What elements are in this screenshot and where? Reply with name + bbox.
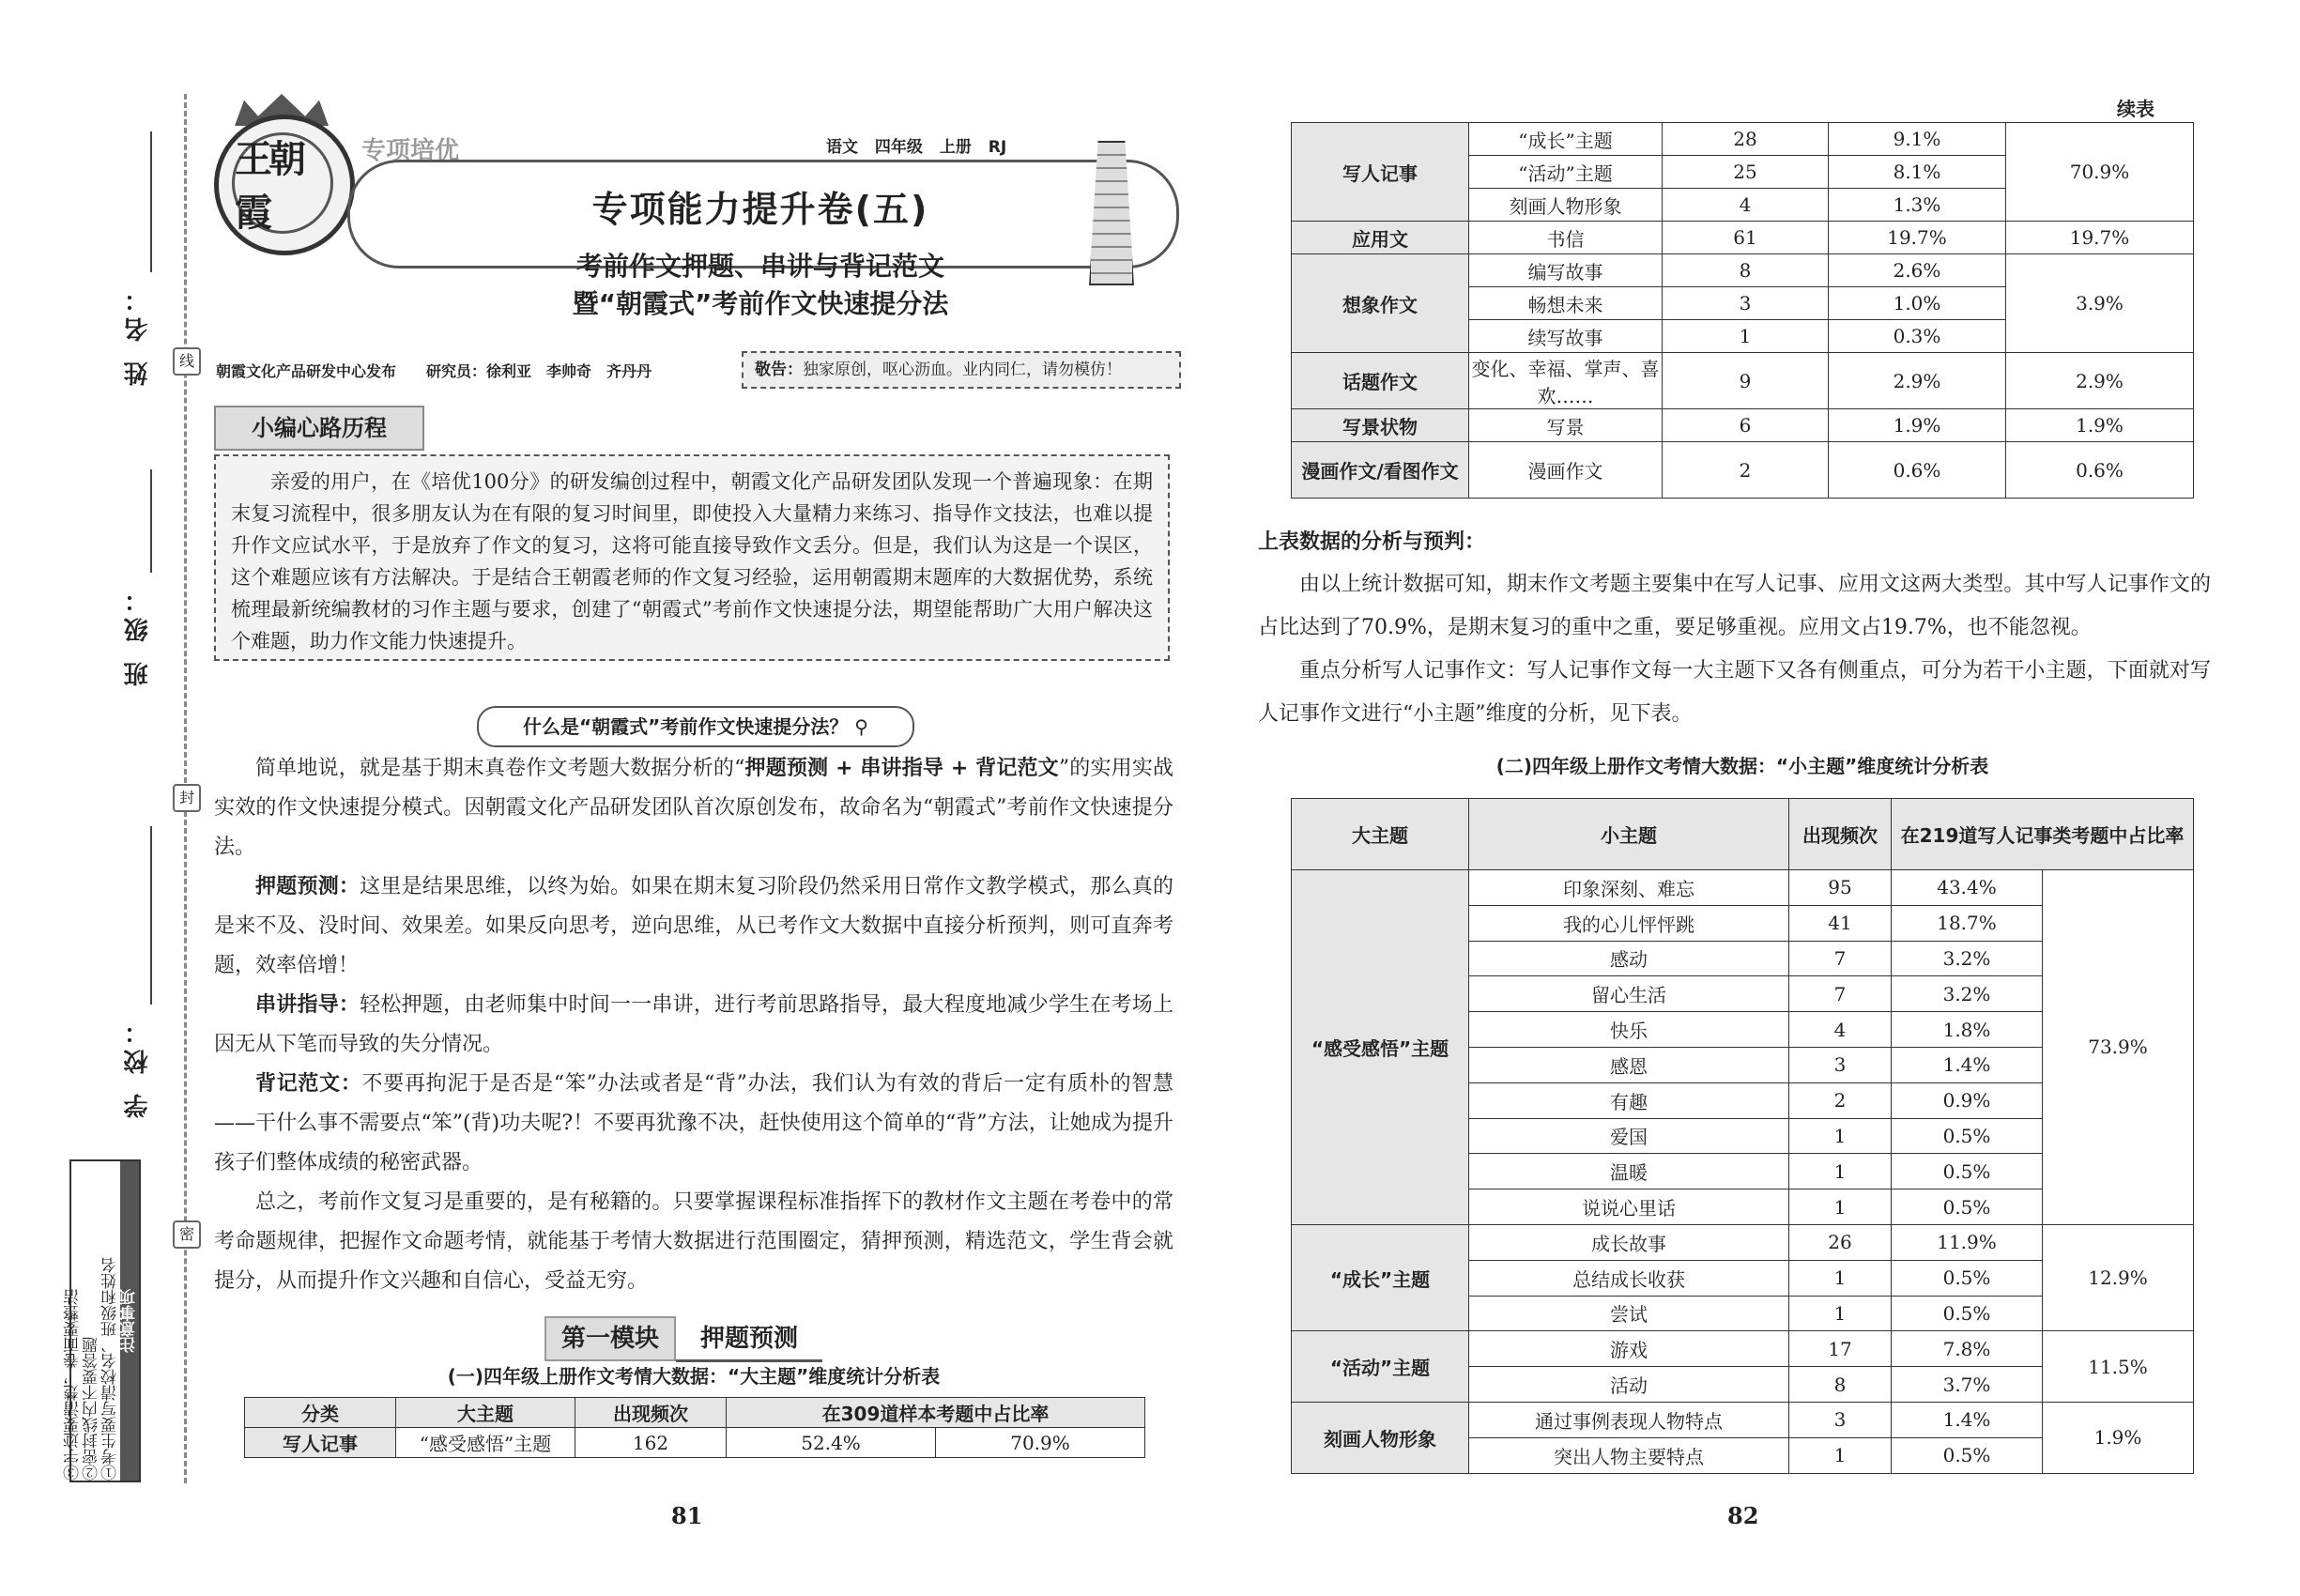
th: 在219道写人记事类考题中占比率 [1892, 799, 2194, 870]
cell: 7.8% [1892, 1331, 2043, 1367]
cell: 6 [1663, 409, 1829, 442]
cell: 变化、幸福、掌声、喜欢…… [1469, 353, 1663, 409]
cell: 1.9% [1829, 409, 2006, 442]
cell: 0.6% [2006, 442, 2194, 499]
p1-b: 押题预测 + 串讲指导 + 背记范文 [744, 757, 1059, 780]
th: 大主题 [396, 1398, 575, 1428]
cell: 41 [1789, 905, 1892, 941]
cell: 1.3% [1829, 189, 2006, 222]
cell: 2 [1663, 442, 1829, 499]
editor-tag: 小编心路历程 [214, 406, 424, 451]
cell: 4 [1789, 1012, 1892, 1048]
cell: 1.8% [1892, 1012, 2043, 1048]
cell: 写人记事 [1292, 123, 1469, 222]
cell: 12.9% [2043, 1224, 2194, 1330]
cell: 18.7% [1892, 905, 2043, 941]
analysis-p1: 由以上统计数据可知，期末作文考题主要集中在写人记事、应用文这两大类型。其中写人记事作文的占比达到了70.9%，是期末复习的重中之重，要足够重视。应用文占19.7%，也不能忽视。 [1258, 573, 2211, 639]
cell: 感恩 [1469, 1047, 1789, 1082]
body-p5: 总之，考前作文复习是重要的，是有秘籍的。只要掌握课程标准指挥下的教材作文主题在考卷中的常考命题规律，把握作文命题考情，就能基于考情大数据进行范围圈定，猜押预测，精选范文，学生背会就提分，从而提升作文兴趣和自信心，受益无穷。 [214, 1190, 1173, 1293]
body-p4 [214, 1065, 1173, 1183]
seal-char-secret: 密 [173, 1220, 201, 1249]
cell: 突出人物主要特点 [1469, 1437, 1789, 1473]
cell: 3.9% [2006, 254, 2194, 353]
grade-meta: 语文 四年级 上册 RJ [826, 138, 1007, 157]
cell: “感受感悟”主题 [1292, 870, 1469, 1225]
cell: 70.9% [936, 1428, 1145, 1458]
cell: 25 [1663, 156, 1829, 189]
cell: 0.5% [1892, 1260, 2043, 1296]
cell: 2.6% [1829, 254, 2006, 287]
cell: 应用文 [1292, 222, 1469, 254]
search-icon: ⚲ [854, 715, 868, 738]
cell: 2 [1789, 1082, 1892, 1118]
page-title: 专项能力提升卷(五) [591, 189, 929, 230]
body-p1 [214, 749, 1173, 867]
cell: 1.0% [1829, 287, 2006, 320]
cell: 感动 [1469, 941, 1789, 976]
cell: 1 [1789, 1189, 1892, 1225]
cell: 95 [1789, 870, 1892, 906]
p3-label: 串讲指导： [255, 993, 360, 1017]
cell: 刻画人物形象 [1292, 1402, 1469, 1473]
cell: 3.2% [1892, 941, 2043, 976]
table2-caption: (二)四年级上册作文考情大数据：“小主题”维度统计分析表 [1495, 755, 1989, 777]
cell: 11.9% [1892, 1224, 2043, 1260]
cell: 刻画人物形象 [1469, 189, 1663, 222]
cell: 成长故事 [1469, 1224, 1789, 1260]
seal-char-seal: 封 [173, 784, 201, 812]
cell: 1.9% [2006, 409, 2194, 442]
p3-text: 轻松押题，由老师集中时间一一串讲，进行考前思路指导，最大程度地减少学生在考场上因无从下笔而导致的失分情况。 [214, 993, 1173, 1056]
cell: 1.4% [1892, 1402, 2043, 1437]
cell: 温暖 [1469, 1154, 1789, 1189]
cell: “成长”主题 [1292, 1224, 1469, 1330]
module-heading [544, 1316, 822, 1358]
class-label: 班 级： [124, 582, 152, 687]
analysis-text [1258, 563, 2211, 736]
th: 出现频次 [1789, 799, 1892, 870]
question-text: 什么是“朝霞式”考前作文快速提分法？ [523, 715, 849, 738]
th: 分类 [245, 1398, 396, 1428]
cell: 0.5% [1892, 1118, 2043, 1154]
cell: 0.5% [1892, 1189, 2043, 1225]
cell: 写景状物 [1292, 409, 1469, 442]
brand-logo [214, 115, 355, 255]
table1-caption: (一)四年级上册作文考情大数据：“大主题”维度统计分析表 [447, 1365, 941, 1388]
cell: 7 [1789, 941, 1892, 976]
seal-char-line: 线 [173, 347, 201, 376]
notes-head: 注意事项 [120, 1161, 139, 1481]
analysis-p2: 重点分析写人记事作文：写人记事作文每一大主题下又各有侧重点，可分为若干小主题，下面就对写人记事作文进行“小主题”维度的分析，见下表。 [1258, 659, 2211, 726]
cell: 0.5% [1892, 1437, 2043, 1473]
cell: 0.9% [1892, 1082, 2043, 1118]
cell: 70.9% [2006, 123, 2194, 222]
p4-label: 背记范文： [255, 1072, 362, 1096]
cell: 8.1% [1829, 156, 2006, 189]
cell: 19.7% [1829, 222, 2006, 254]
cell: 3 [1663, 287, 1829, 320]
th: 大主题 [1292, 799, 1469, 870]
editor-intro: 亲爱的用户，在《培优100分》的研发编创过程中，朝霞文化产品研发团队发现一个普遍现象：在期末复习流程中，很多朋友认为在有限的复习时间里，即使投入大量精力来练习、指导作文技法，也难以提升作文应试水平，于是放弃了作文的复习，这将可能直接导致作文丢分。但是，我们认为这是一个误区，这个难题应该有方法解决。于是结合王朝霞老师的作文复习经验，运用朝霞期末题库的大数据优势，系统梳理最新统编教材的习作主题与要求，创建了“朝霞式”考前作文快速提分法，期望能帮助广大用户解决这个难题，助力作文能力快速提升。 [214, 454, 1170, 661]
cell: 写人记事 [245, 1428, 396, 1458]
cell: 通过事例表现人物特点 [1469, 1402, 1789, 1437]
name-line[interactable] [150, 131, 152, 272]
module-number: 第一模块 [544, 1316, 676, 1361]
note-item: ③字迹要清楚，卷面要整洁 [64, 1289, 83, 1481]
cell: 0.6% [1829, 442, 2006, 499]
cell: 52.4% [727, 1428, 936, 1458]
cell: 1 [1789, 1118, 1892, 1154]
cell: 1.4% [1892, 1047, 2043, 1082]
question-heading [477, 706, 914, 747]
module-title: 押题预测 [676, 1318, 822, 1362]
table1-continued [1291, 122, 2194, 499]
analysis-title: 上表数据的分析与预判： [1258, 530, 1486, 554]
warning-label: 敬告： [755, 361, 803, 379]
p1-a: 简单地说，就是基于期末真卷作文考题大数据分析的“ [255, 757, 745, 780]
p1-c: ”的实用实战实效的作文快速提分模式。因朝霞文化产品研发团队首次原创发布，故命名为“朝霞式”考前作文快速提分法。 [214, 757, 1174, 859]
cell: “活动”主题 [1292, 1331, 1469, 1403]
note-item: ①考生要写清校名、班级和姓名 [101, 1257, 120, 1481]
cell: 2.9% [1829, 353, 2006, 409]
note-item: ②密封线内不要答题 [83, 1337, 101, 1481]
cell: 印象深刻、难忘 [1469, 870, 1789, 906]
cell: 写景 [1469, 409, 1663, 442]
cell: 73.9% [2043, 870, 2194, 1225]
cell: 畅想未来 [1469, 287, 1663, 320]
th: 出现频次 [575, 1398, 727, 1428]
cell: 编写故事 [1469, 254, 1663, 287]
cell: 8 [1663, 254, 1829, 287]
cell: 漫画作文 [1469, 442, 1663, 499]
page-number-left: 81 [671, 1502, 703, 1529]
credits: 朝霞文化产品研发中心发布 研究员：徐利亚 李帅奇 齐丹丹 [216, 362, 652, 380]
cell: 1 [1789, 1260, 1892, 1296]
cell: 7 [1789, 976, 1892, 1012]
cell: 1 [1789, 1154, 1892, 1189]
subtitle-2: 暨“朝霞式”考前作文快速提分法 [572, 288, 949, 319]
cell: 3.7% [1892, 1367, 2043, 1403]
table1 [244, 1397, 1145, 1458]
body-text [214, 749, 1173, 1301]
section-label: 专项培优 [361, 137, 460, 165]
p2-label: 押题预测： [255, 875, 360, 898]
cell: 0.5% [1892, 1154, 2043, 1189]
body-p3 [214, 986, 1173, 1065]
cell: 续写故事 [1469, 320, 1663, 353]
cell: 162 [575, 1428, 727, 1458]
cell: 留心生活 [1469, 976, 1789, 1012]
cell: 我的心儿怦怦跳 [1469, 905, 1789, 941]
cell: 4 [1663, 189, 1829, 222]
cell: 爱国 [1469, 1118, 1789, 1154]
name-label: 姓 名： [124, 282, 152, 387]
cell: 2.9% [2006, 353, 2194, 409]
p4-text: 不要再拘泥于是否是“笨”办法或者是“背”办法，我们认为有效的背后一定有质朴的智慧——干什么事不需要点“笨”(背)功夫呢?！不要再犹豫不决，赶快使用这个简单的“背”方法，让她成为提升孩子们整体成绩的秘密武器。 [214, 1072, 1173, 1174]
school-line[interactable] [150, 826, 152, 1005]
cell: “成长”主题 [1469, 123, 1663, 156]
subtitle-1: 考前作文押题、串讲与背记范文 [575, 251, 944, 282]
cell: 0.3% [1829, 320, 2006, 353]
cell: 想象作文 [1292, 254, 1469, 353]
cell: 1 [1789, 1437, 1892, 1473]
cell: 1 [1663, 320, 1829, 353]
cell: 3 [1789, 1402, 1892, 1437]
cell: 19.7% [2006, 222, 2194, 254]
th: 在309道样本考题中占比率 [727, 1398, 1145, 1428]
warning-text: 独家原创，呕心沥血。业内同仁，请勿模仿！ [803, 361, 1122, 379]
exam-notes [64, 1159, 141, 1482]
continued-label: 续表 [2117, 98, 2154, 120]
cell: 有趣 [1469, 1082, 1789, 1118]
warning-box [742, 351, 1181, 389]
cell: 11.5% [2043, 1331, 2194, 1403]
cell: 尝试 [1469, 1296, 1789, 1331]
cell: 总结成长收获 [1469, 1260, 1789, 1296]
cell: 快乐 [1469, 1012, 1789, 1048]
cell: 1 [1789, 1296, 1892, 1331]
th: 小主题 [1469, 799, 1789, 870]
cell: 活动 [1469, 1367, 1789, 1403]
cell: 说说心里话 [1469, 1189, 1789, 1225]
cell: 17 [1789, 1331, 1892, 1367]
body-p2 [214, 867, 1173, 986]
cell: 3.2% [1892, 976, 2043, 1012]
cell: 28 [1663, 123, 1829, 156]
logo-text: 王朝霞 [232, 132, 333, 234]
cell: 8 [1789, 1367, 1892, 1403]
cell: 书信 [1469, 222, 1663, 254]
cell: “感受感悟”主题 [396, 1428, 575, 1458]
cell: “活动”主题 [1469, 156, 1663, 189]
page-number-right: 82 [1727, 1502, 1759, 1529]
cell: 9.1% [1829, 123, 2006, 156]
cell: 9 [1663, 353, 1829, 409]
cell: 游戏 [1469, 1331, 1789, 1367]
cell: 3 [1789, 1047, 1892, 1082]
class-line[interactable] [150, 469, 152, 573]
p2-text: 这里是结果思维，以终为始。如果在期末复习阶段仍然采用日常作文教学模式，那么真的是来不及、没时间、效果差。如果反向思考，逆向思维，从已考作文大数据中直接分析预判，则可直奔考题，效率倍增！ [214, 875, 1173, 977]
cell: 0.5% [1892, 1296, 2043, 1331]
cell: 61 [1663, 222, 1829, 254]
cell: 漫画作文/看图作文 [1292, 442, 1469, 499]
cell: 话题作文 [1292, 353, 1469, 409]
cell: 43.4% [1892, 870, 2043, 906]
cell: 26 [1789, 1224, 1892, 1260]
cell: 1.9% [2043, 1402, 2194, 1473]
school-label: 学 校： [124, 1014, 152, 1119]
table2 [1291, 798, 2194, 1474]
